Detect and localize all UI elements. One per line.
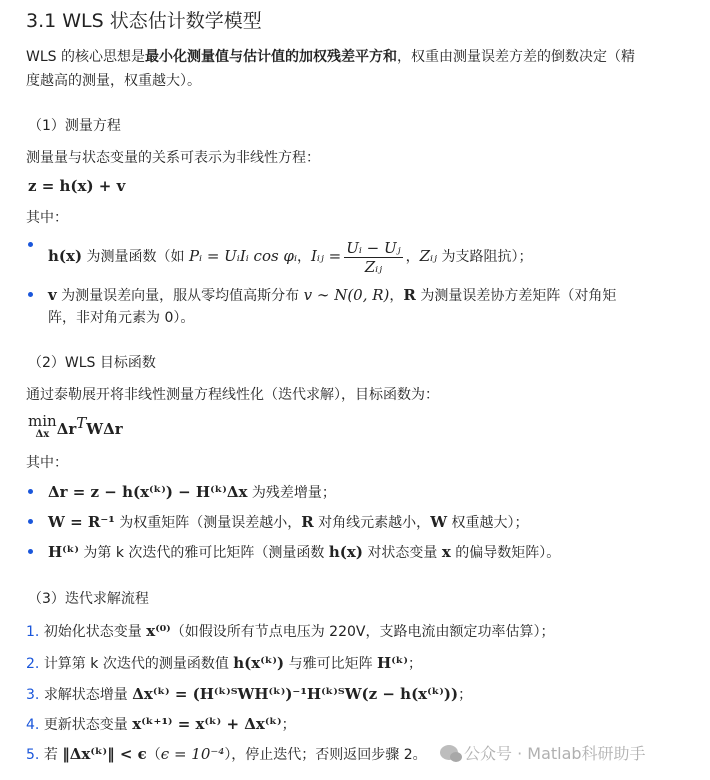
- math-impedance: Zᵢⱼ: [419, 247, 437, 265]
- text: 为测量误差协方差矩阵（对角矩: [415, 288, 617, 304]
- text: （如假设所有节点电压为 220V，支路电流由额定功率估算）；: [170, 624, 555, 640]
- intro-line-1: [26, 46, 635, 68]
- math-v: v: [48, 286, 57, 304]
- min-label: min: [28, 412, 57, 430]
- bullet-icon: [28, 489, 33, 494]
- part2-heading: （2）WLS 目标函数: [28, 355, 156, 371]
- part1-heading: （1）测量方程: [28, 118, 121, 134]
- bullet-v-error-line2: 阵，非对角元素为 0）。: [48, 310, 195, 326]
- text: ；: [281, 717, 296, 733]
- math-r: R: [403, 286, 416, 304]
- text: 求解状态增量: [43, 687, 133, 703]
- text: 对状态变量: [362, 545, 442, 561]
- measurement-equation: z = h(x) + v: [28, 177, 126, 195]
- bullet-icon: [28, 292, 33, 297]
- math-epsilon: ϵ = 10⁻⁴: [160, 745, 225, 763]
- part3-heading: （3）迭代求解流程: [28, 591, 149, 607]
- bullet-h-function: [48, 236, 532, 276]
- min-operator: [28, 414, 57, 442]
- text: 权重越大）；: [447, 515, 529, 531]
- text: ，: [296, 249, 311, 265]
- intro-line-2: 度越高的测量，权重越大）。: [26, 73, 201, 89]
- step-number: 1.: [26, 624, 40, 640]
- step-4: [26, 713, 296, 736]
- bullet-residual: [48, 481, 336, 504]
- text: 与雅可比矩阵: [284, 656, 378, 672]
- math-h-xk: h(x⁽ᵏ⁾): [233, 654, 285, 672]
- math-r: R: [301, 513, 314, 531]
- text: 初始化状态变量: [43, 624, 147, 640]
- transpose: T: [76, 414, 87, 432]
- text: 为残差增量；: [247, 485, 336, 501]
- text: ；: [458, 687, 473, 703]
- math-hk: H⁽ᵏ⁾: [377, 654, 408, 672]
- math-jacobian: H⁽ᵏ⁾: [48, 543, 79, 561]
- watermark-text: 公众号 · Matlab科研助手: [464, 744, 646, 763]
- bullet-icon: [28, 549, 33, 554]
- step-number: 2.: [26, 656, 40, 672]
- objective-function: [28, 414, 123, 442]
- math-residual: Δr = z − h(x⁽ᵏ⁾) − H⁽ᵏ⁾Δx: [48, 483, 248, 501]
- step-number: 4.: [26, 717, 40, 733]
- bullet-icon: [28, 242, 33, 247]
- intro-bold: 最小化测量值与估计值的加权残差平方和: [144, 49, 397, 65]
- text: 对角线元素越小，: [313, 515, 431, 531]
- section-title: 3.1 WLS 状态估计数学模型: [26, 10, 262, 32]
- text: 若: [43, 747, 63, 763]
- math-delta-r: Δr: [56, 420, 77, 438]
- math-x0: x⁽⁰⁾: [146, 622, 171, 640]
- math-current: Iᵢⱼ =: [310, 247, 342, 265]
- math-power: Pᵢ = UᵢIᵢ cos φᵢ: [188, 247, 297, 265]
- math-weight: W = R⁻¹: [48, 513, 115, 531]
- part2-where: 其中：: [26, 455, 68, 471]
- math-x: x: [441, 543, 451, 561]
- fraction: [344, 239, 402, 276]
- text: 为支路阻抗）；: [437, 249, 533, 265]
- text: 为测量函数（如: [82, 249, 189, 265]
- text: ；: [408, 656, 422, 672]
- bullet-weight: [48, 511, 529, 534]
- math-w: W: [430, 513, 448, 531]
- step-5: [26, 743, 427, 766]
- text: ），停止迭代；否则返回步骤 2。: [224, 747, 427, 763]
- part1-desc: 测量量与状态变量的关系可表示为非线性方程：: [26, 150, 320, 166]
- watermark: [440, 741, 646, 764]
- text: 计算第 k 次迭代的测量函数值: [43, 656, 234, 672]
- fraction-numerator: Uᵢ − Uⱼ: [346, 238, 401, 257]
- text: 为第 k 次迭代的雅可比矩阵（测量函数: [78, 545, 329, 561]
- math-distribution: v ∼ N(0, R): [303, 286, 390, 304]
- math-delta-x: Δx⁽ᵏ⁾ = (H⁽ᵏ⁾ᵀWH⁽ᵏ⁾)⁻¹H⁽ᵏ⁾ᵀW(z − h(x⁽ᵏ⁾)): [132, 685, 459, 703]
- math-h-x: h(x): [48, 247, 83, 265]
- math-update: x⁽ᵏ⁺¹⁾ = x⁽ᵏ⁾ + Δx⁽ᵏ⁾: [132, 715, 282, 733]
- step-3: [26, 683, 472, 706]
- fraction-denominator: Zᵢⱼ: [364, 257, 383, 276]
- bullet-jacobian: [48, 541, 560, 564]
- intro-prefix: WLS 的核心思想是: [26, 49, 145, 65]
- bullet-v-error: [48, 284, 616, 307]
- text: 为权重矩阵（测量误差越小，: [114, 515, 302, 531]
- wechat-icon: [440, 745, 458, 760]
- text: ，: [389, 288, 404, 304]
- math-h-x: h(x): [328, 543, 363, 561]
- step-number: 3.: [26, 687, 40, 703]
- text: ，: [405, 249, 420, 265]
- text: 的偏导数矩阵）。: [450, 545, 561, 561]
- math-norm: ‖Δx⁽ᵏ⁾‖ < ϵ: [62, 745, 147, 763]
- intro-suffix: ，权重由测量误差方差的倒数决定（精: [396, 49, 635, 65]
- part1-where: 其中：: [26, 210, 68, 226]
- step-number: 5.: [26, 747, 40, 763]
- text: 为测量误差向量，服从零均值高斯分布: [56, 288, 304, 304]
- step-2: [26, 652, 422, 675]
- min-subscript: Δx: [35, 429, 50, 440]
- bullet-icon: [28, 519, 33, 524]
- text: 更新状态变量: [43, 717, 133, 733]
- text: （: [146, 747, 161, 763]
- step-1: [26, 620, 554, 643]
- math-w-delta-r: WΔr: [86, 420, 123, 438]
- part2-desc: 通过泰勒展开将非线性测量方程线性化（迭代求解），目标函数为：: [26, 387, 439, 403]
